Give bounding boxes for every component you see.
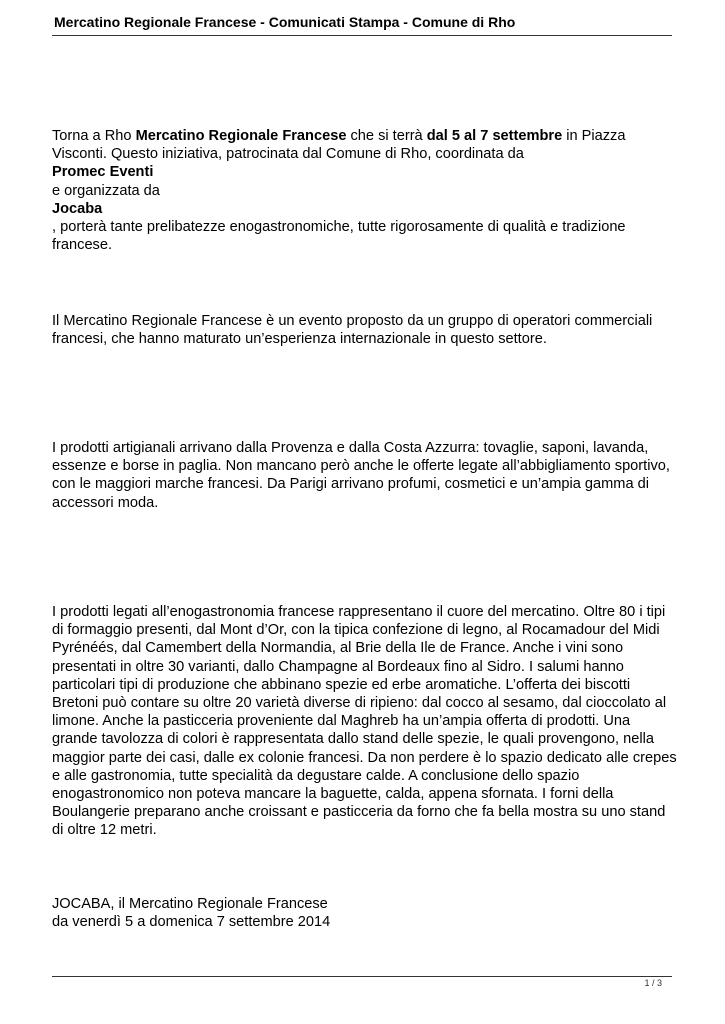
footer-divider (52, 976, 672, 977)
operators-paragraph: Il Mercatino Regionale Francese è un evento proposto da un gruppo di operatori commerciali francesi, che hanno maturato un’esperienza internazionale in questo settore. (52, 313, 653, 348)
coordinator-name: Promec Eventi (52, 164, 154, 181)
event-dates-bold: dal 5 al 7 settembre (426, 128, 563, 144)
closing-line-1: JOCABA, il Mercatino Regionale Francese (52, 896, 328, 912)
crafts-paragraph: I prodotti artigianali arrivano dalla Provenza e dalla Costa Azzurra: tovaglie, saponi, lavanda, essenze e borse in paglia. Non mancano però anche le offerte legate all’abbigliamento sportivo, con le maggiori marche francesi. Da Parigi arrivano profumi, cosmetici e un’ampia gamma di accessori moda. (52, 440, 670, 511)
intro-paragraph (52, 127, 677, 254)
organizer-label: e organizzata da (52, 182, 160, 199)
food-paragraph: I prodotti legati all’enogastronomia francese rappresentano il cuore del mercatino. Oltre 80 i tipi di formaggio presenti, dal Mont d’Or, con la tipica confezione di legno, al Rocamadour del Midi Pyrénéés, dal Camembert della Normandia, al Brie della Ile de France. Anche i vini sono presentati in oltre 30 varianti, dallo Champagne al Bordeaux fino al Sidro. I salumi hanno particolari tipi di produzione che abbinano spezie ed erbe aromatiche. L’offerta dei biscotti Bretoni può contare su oltre 20 varietà diverse di ripieno: dal cocco al sesamo, dal cioccolato al limone. Anche la pasticceria proveniente dal Maghreb ha un’ampia offerta di prodotti. Una grande tavolozza di colori è rappresentata dallo stand delle spezie, le quali provengono, nella maggior parte dei casi, dalle ex colonie francesi. Da non perdere è lo spazio dedicato alle crepes e alle gastronomia, tutte specialità da degustare calde. A conclusione dello spazio enogastronomico non poteva mancare la baguette, calda, appena sfornata. I forni della Boulangerie preparano anche croissant e pasticceria da forno che fa bella mostra su uno stand di oltre 12 metri. (52, 604, 677, 839)
event-name-bold: Mercatino Regionale Francese (135, 128, 347, 144)
intro-text-2: che si terrà (346, 128, 427, 144)
header-divider (52, 35, 672, 36)
closing-line-2: da venerdì 5 a domenica 7 settembre 2014 (52, 914, 331, 931)
intro-text-1: Torna a Rho (52, 128, 136, 144)
page-number: 1 / 3 (644, 978, 662, 988)
intro-closing-text: , porterà tante prelibatezze enogastronomiche, tutte rigorosamente di qualità e tradizione francese. (52, 219, 626, 254)
intro-sentence (52, 127, 677, 163)
intro-text-3: in Piazza Visconti. Questo iniziativa, patrocinata dal Comune di Rho, coordinata da (52, 128, 626, 163)
document-title: Mercatino Regionale Francese - Comunicati Stampa - Comune di Rho (54, 14, 516, 30)
organizer-name: Jocaba (52, 200, 103, 217)
closing-paragraph (52, 895, 677, 931)
